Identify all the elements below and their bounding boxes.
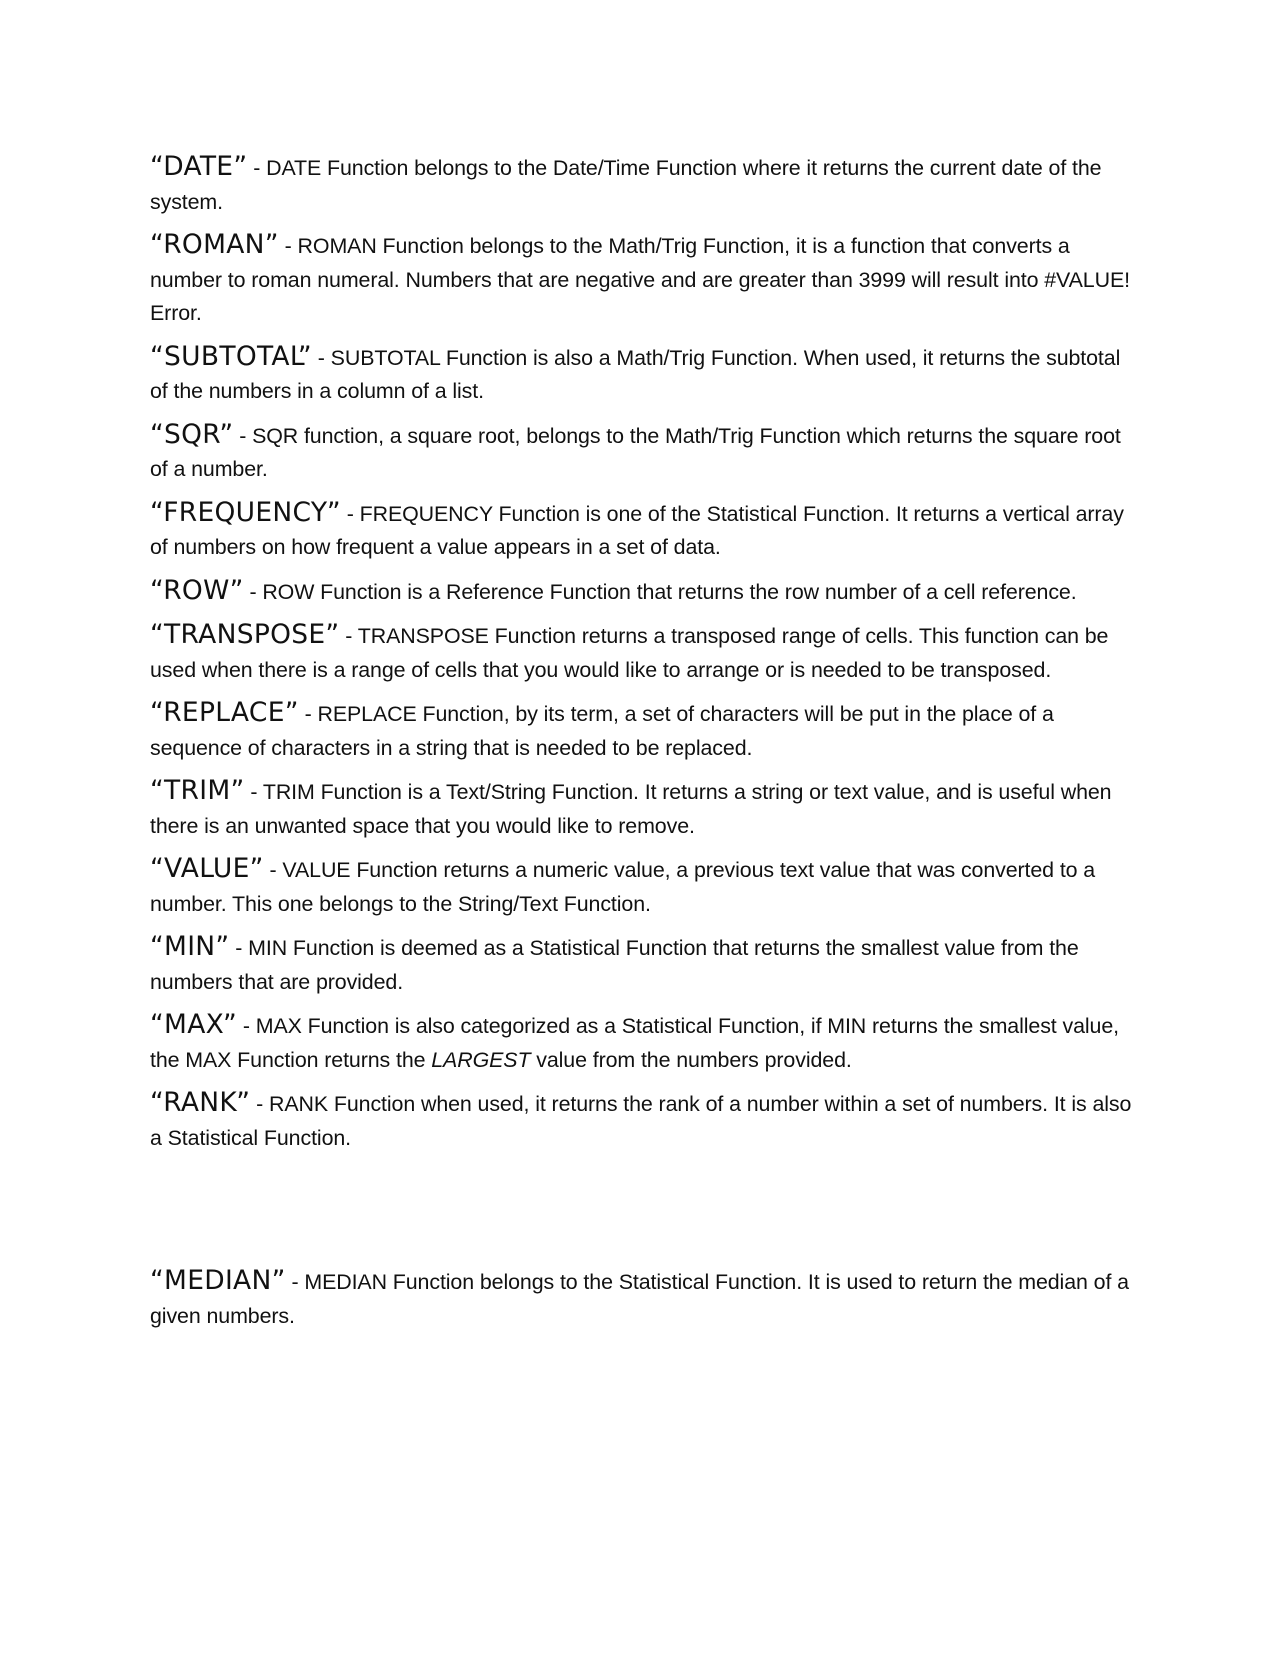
entry-term: “VALUE” (150, 853, 264, 884)
entry-term: “TRIM” (150, 775, 245, 806)
entry-description: - REPLACE Function, by its term, a set of characters will be put in the place of a sequence of characters in a string that is needed to be replaced. (150, 702, 1054, 760)
document-body (150, 150, 1135, 1342)
emphasis-text: LARGEST (431, 1047, 531, 1072)
entry-description-part: - MAX Function is also categorized as a Statistical Function, if MIN returns the smallest value, the MAX Function returns the (150, 1014, 1119, 1072)
entry-description: - TRIM Function is a Text/String Function. It returns a string or text value, and is useful when there is an unwanted space that you would like to remove. (150, 780, 1112, 838)
entry-max (150, 1008, 1135, 1077)
entry-transpose (150, 618, 1135, 687)
entry-term: “MIN” (150, 931, 230, 962)
entry-description: - DATE Function belongs to the Date/Time Function where it returns the current date of the system. (150, 156, 1102, 214)
entry-term: “RANK” (150, 1087, 251, 1118)
entry-min (150, 930, 1135, 999)
entry-value (150, 852, 1135, 921)
entry-term: “SQR” (150, 418, 234, 450)
entry-frequency (150, 496, 1135, 565)
entry-roman (150, 228, 1135, 331)
entry-replace (150, 696, 1135, 765)
entry-description: - SQR function, a square root, belongs to the Math/Trig Function which returns the square root of a number. (150, 423, 1121, 481)
entry-term: “ROW” (150, 574, 244, 606)
entry-term: “SUBTOTAL” (150, 340, 312, 372)
entry-term: “MEDIAN” (150, 1265, 286, 1296)
entry-rank (150, 1086, 1135, 1155)
entry-median (150, 1264, 1135, 1333)
blank-space (150, 1164, 1135, 1264)
entry-description: - MIN Function is deemed as a Statistical Function that returns the smallest value from the numbers that are provided. (150, 936, 1079, 994)
entry-description: - RANK Function when used, it returns the rank of a number within a set of numbers. It is also a Statistical Function. (150, 1092, 1132, 1150)
entry-trim (150, 774, 1135, 843)
entry-description: - VALUE Function returns a numeric value, a previous text value that was converted to a number. This one belongs to the String/Text Function. (150, 858, 1096, 916)
entry-term: “TRANSPOSE” (150, 619, 340, 650)
entry-description: - TRANSPOSE Function returns a transposed range of cells. This function can be used when there is a range of cells that you would like to arrange or is needed to be transposed. (150, 624, 1109, 682)
entry-description: - SUBTOTAL Function is also a Math/Trig Function. When used, it returns the subtotal of the numbers in a column of a list. (150, 345, 1121, 403)
entry-term: “DATE” (150, 151, 248, 182)
entry-term: “FREQUENCY” (150, 496, 341, 528)
entry-row (150, 574, 1135, 610)
entry-description: - MEDIAN Function belongs to the Statistical Function. It is used to return the median of a given numbers. (150, 1270, 1129, 1328)
entry-term: “ROMAN” (150, 229, 279, 260)
entry-description (150, 1014, 1119, 1072)
entry-term: “REPLACE” (150, 697, 299, 728)
entry-description: - FREQUENCY Function is one of the Statistical Function. It returns a vertical array of numbers on how frequent a value appears in a set of data. (150, 501, 1124, 559)
entry-description: - ROW Function is a Reference Function that returns the row number of a cell reference. (243, 579, 1077, 604)
entry-description: - ROMAN Function belongs to the Math/Trig Function, it is a function that converts a number to roman numeral. Numbers that are negative and are greater than 3999 will result into #VALUE! Error. (150, 234, 1130, 325)
entry-term: “MAX” (150, 1009, 238, 1040)
entry-date (150, 150, 1135, 219)
entry-subtotal (150, 340, 1135, 409)
entry-sqr (150, 418, 1135, 487)
entry-description-part: value from the numbers provided. (530, 1047, 852, 1072)
